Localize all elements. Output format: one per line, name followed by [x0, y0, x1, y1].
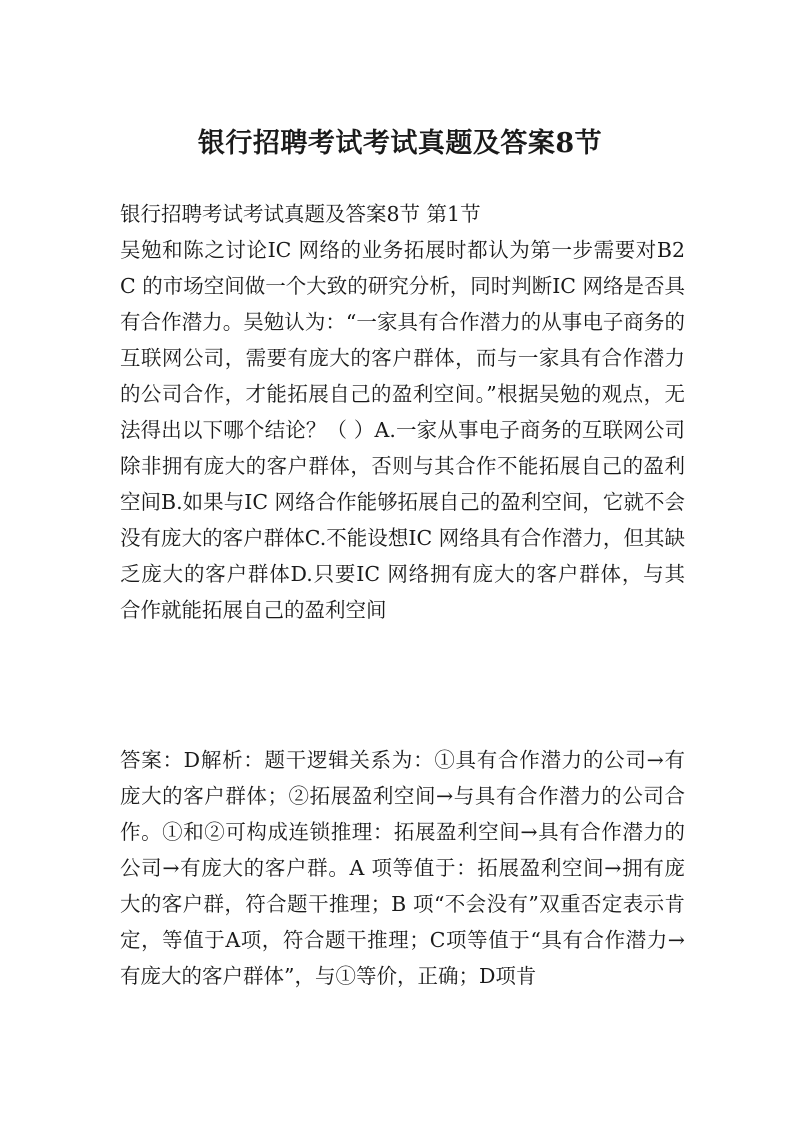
section-heading: 银行招聘考试考试真题及答案8节 第1节	[120, 202, 481, 226]
question-paragraph: 吴勉和陈之讨论IC 网络的业务拓展时都认为第一步需要对B2C 的市场空间做一个大致的研究分析，同时判断IC 网络是否具有合作潜力。吴勉认为：“一家具有合作潜力的从事电子商务的互联网公司，需要有庞大的客户群体，而与一家具有合作潜力的公司合作，才能拓展自己的盈利空间。”根据吴勉的观点，无法得出以下哪个结论？（ ）A.一家从事电子商务的互联网公司除非拥有庞大的客户群体，否则与其合作不能拓展自己的盈利空间B.如果与IC 网络合作能够拓展自己的盈利空间，它就不会没有庞大的客户群体C.不能设想IC 网络具有合作潜力，但其缺乏庞大的客户群体D.只要IC 网络拥有庞大的客户群体，与其合作就能拓展自己的盈利空间	[120, 238, 685, 622]
document-title: 银行招聘考试考试真题及答案8节	[197, 128, 603, 159]
answer-paragraph: 答案：D解析：题干逻辑关系为：①具有合作潜力的公司→有庞大的客户群体；②拓展盈利空间→与具有合作潜力的公司合作。①和②可构成连锁推理：拓展盈利空间→具有合作潜力的公司→有庞大的客户群。A 项等值于：拓展盈利空间→拥有庞大的客户群，符合题干推理；B 项“不会没有”双重否定表示肯定，等值于A项，符合题干推理；C项等值于“具有合作潜力→有庞大的客户群体”，与①等价，正确；D项肯	[120, 748, 685, 988]
